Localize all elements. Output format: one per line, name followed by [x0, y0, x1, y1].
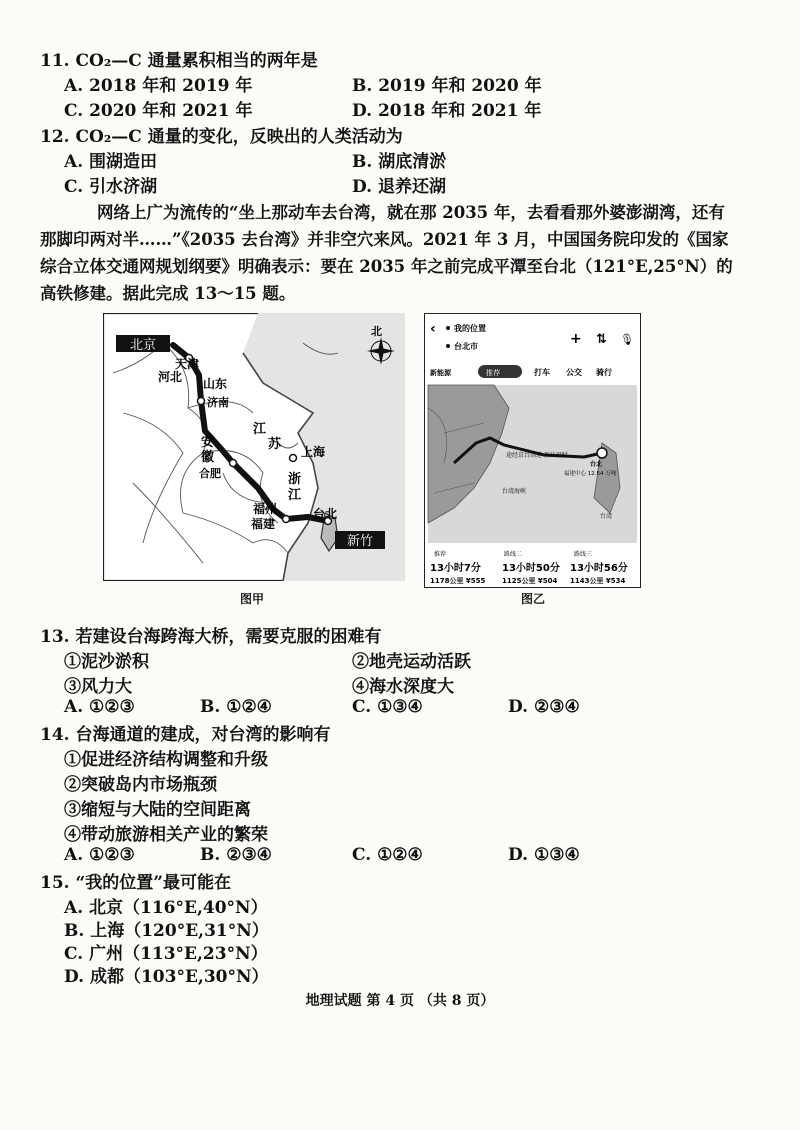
q14-option-b: B. ②③④	[200, 845, 272, 865]
q15-option-c: C. 广州（113°E,23°N）	[64, 944, 268, 964]
q12-option-c: C. 引水济湖	[64, 177, 158, 197]
figure-a-map	[103, 313, 405, 581]
route-3-name: 路线三	[574, 551, 593, 558]
q14-item-4: ④带动旅游相关产业的繁荣	[64, 825, 268, 845]
q15-stem: 15. “我的位置”最可能在	[40, 873, 232, 893]
destination-dot-icon	[446, 344, 450, 348]
label-jiangsu-1: 江	[253, 422, 267, 437]
label-zhejiang-2: 江	[288, 488, 302, 503]
passage	[40, 199, 764, 307]
q13-stem: 13. 若建设台海跨海大桥，需要克服的困难有	[40, 627, 382, 647]
label-jinan: 济南	[207, 396, 229, 409]
q13-option-d: D. ②③④	[508, 697, 580, 717]
label-fuzhou: 福州	[253, 502, 278, 516]
label-jiangsu-2: 苏	[268, 437, 282, 452]
q14-stem: 14. 台海通道的建成，对台湾的影响有	[40, 725, 331, 745]
label-taibei: 台北	[313, 507, 338, 521]
q14-option-d: D. ①③④	[508, 845, 580, 865]
q13-item-4: ④海水深度大	[352, 677, 454, 697]
q12-option-b: B. 湖底清淤	[352, 152, 447, 172]
label-zhejiang-1: 浙	[288, 472, 302, 487]
passage-line-4: 高铁修建。据此完成 13～15 题。	[40, 284, 296, 303]
q13-item-2: ②地壳运动活跃	[352, 652, 471, 672]
q13-option-a: A. ①②③	[64, 697, 135, 717]
label-north: 北	[371, 325, 382, 338]
map-poi: 福建中心 12.54 万吨	[564, 471, 617, 477]
destination-marker-icon[interactable]	[597, 448, 607, 458]
passage-line-1: 网络上广为流传的“坐上那动车去台湾，就在那 2035 年，去看看那外婆澎湖湾，还有	[97, 203, 725, 222]
label-tianjin: 天津	[175, 357, 200, 371]
label-anhui-1: 安	[201, 435, 215, 450]
figure-b-caption: 图乙	[521, 592, 546, 606]
route-1-time: 13小时7分	[430, 563, 481, 574]
q12-option-a: A. 围湖造田	[64, 152, 158, 172]
passage-line-3: 综合立体交通网规划纲要》明确表示：要在 2035 年之前完成平潭至台北（121°E,25°N）的	[40, 257, 733, 276]
figure-b-nav-screenshot	[424, 313, 641, 588]
q14-option-c: C. ①②④	[352, 845, 423, 865]
figure-a-caption: 图甲	[240, 592, 265, 606]
q11-option-b: B. 2019 年和 2020 年	[352, 76, 542, 96]
tab-taxi[interactable]: 打车	[534, 368, 550, 377]
q12-option-d: D. 退养还湖	[352, 177, 446, 197]
my-location-text[interactable]: 我的位置	[454, 324, 486, 333]
label-shanghai: 上海	[301, 445, 326, 459]
route-2-name: 路线二	[504, 551, 523, 558]
route-1-name: 推荐	[434, 551, 447, 558]
q13-item-1: ①泥沙淤积	[64, 652, 149, 672]
q14-item-3: ③缩短与大陆的空间距离	[64, 800, 251, 820]
my-location-dot-icon	[446, 326, 450, 330]
label-beijing: 北京	[129, 338, 157, 353]
label-hebei: 河北	[158, 370, 183, 384]
route-3-time: 13小时56分	[570, 563, 628, 574]
route-note: 途经京台高速 预计用时	[506, 452, 568, 459]
q11-stem: 11. CO₂—C 通量累积相当的两年是	[40, 51, 318, 71]
label-xinzhu: 新竹	[346, 534, 374, 549]
route-3-detail: 1143公里 ¥534	[570, 577, 626, 585]
map-island-label: 台湾	[600, 513, 613, 520]
tab-recommend[interactable]: 推荐	[486, 369, 500, 377]
q13-option-b: B. ①②④	[200, 697, 272, 717]
tab-cycle[interactable]: 骑行	[596, 368, 612, 377]
page-footer: 地理试题 第 4 页 （共 8 页）	[305, 993, 495, 1009]
map-sea-label: 台湾海峡	[502, 488, 527, 495]
route-2-time: 13小时50分	[502, 563, 560, 574]
tab-recommend-pill[interactable]	[478, 365, 522, 378]
tab-bus[interactable]: 公交	[566, 368, 582, 377]
route-1-detail: 1178公里 ¥555	[430, 577, 486, 585]
q15-option-b: B. 上海（120°E,31°N）	[64, 921, 269, 941]
q14-option-a: A. ①②③	[64, 845, 135, 865]
q15-option-d: D. 成都（103°E,30°N）	[64, 967, 269, 987]
destination-text[interactable]: 台北市	[454, 342, 478, 351]
route-2-detail: 1125公里 ¥504	[502, 577, 558, 585]
q13-option-c: C. ①③④	[352, 697, 423, 717]
passage-line-2: 那脚印两对半……”《2035 去台湾》并非空穴来风。2021 年 3 月，中国国务院印发的《国家	[40, 230, 729, 249]
q11-option-c: C. 2020 年和 2021 年	[64, 101, 253, 121]
q12-stem: 12. CO₂—C 通量的变化，反映出的人类活动为	[40, 127, 403, 147]
q11-option-a: A. 2018 年和 2019 年	[64, 76, 253, 96]
label-fujian: 福建	[251, 517, 276, 531]
q11-option-d: D. 2018 年和 2021 年	[352, 101, 542, 121]
tab-new-energy[interactable]: 新能源	[430, 369, 451, 377]
label-hefei: 合肥	[199, 467, 221, 480]
swap-button[interactable]: ⇅	[596, 332, 607, 347]
add-waypoint-button[interactable]: +	[570, 331, 582, 347]
voice-icon[interactable]: 🎙	[620, 333, 634, 346]
q13-item-3: ③风力大	[64, 677, 132, 697]
q14-item-1: ①促进经济结构调整和升级	[64, 750, 268, 770]
label-shandong: 山东	[203, 377, 228, 391]
map-station: 台北	[590, 461, 603, 468]
q14-item-2: ②突破岛内市场瓶颈	[64, 775, 217, 795]
label-anhui-2: 徽	[201, 450, 215, 465]
q15-option-a: A. 北京（116°E,40°N）	[64, 898, 268, 918]
back-icon[interactable]: ‹	[430, 321, 436, 337]
